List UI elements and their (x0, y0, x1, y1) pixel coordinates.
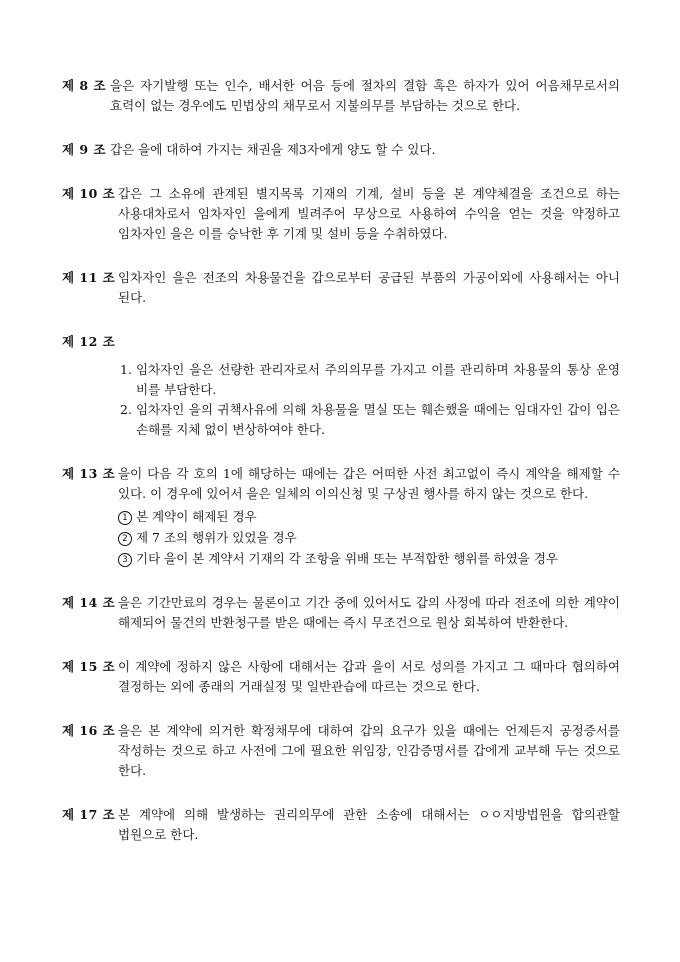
item-marker: 2. (120, 402, 132, 417)
circled-number-icon: 3 (118, 553, 132, 567)
item-marker: 1. (120, 362, 132, 377)
article-number: 제 15 조 (62, 659, 116, 674)
article-number: 제 8 조 (62, 78, 107, 93)
list-item (118, 506, 620, 527)
article-text: 이 계약에 정하지 않은 사항에 대해서는 갑과 을이 서로 성의를 가지고 그 때마다 협의하여 결정하는 외에 종래의 거래실정 및 일반관습에 따르는 것으로 한다. (118, 659, 620, 694)
article-14 (62, 593, 620, 633)
article-11 (62, 268, 620, 308)
article-text: 갑은 을에 대하여 가지는 채권을 제3자에게 양도 할 수 있다. (110, 142, 436, 157)
item-text: 임차자인 을의 귀책사유에 의해 차용물을 멸실 또는 훼손했을 때에는 임대자인 갑이 입은 손해를 지체 없이 변상하여야 한다. (136, 402, 620, 437)
article-9 (62, 140, 620, 160)
article-12 (62, 332, 620, 440)
article-17 (62, 805, 620, 845)
article-text: 임차자인 을은 전조의 차용물건을 갑으로부터 공급된 부품의 가공이외에 사용해서는 아니 된다. (118, 270, 620, 305)
list-item (118, 548, 620, 569)
article-text: 을은 본 계약에 의거한 확정채무에 대하여 갑의 요구가 있을 때에는 언제든지 공정증서를 작성하는 것으로 하고 사전에 그에 필요한 위임장, 인감증명서를 갑에게 교부해 두는 것으로 한다. (118, 723, 620, 778)
article-number: 제 13 조 (62, 466, 116, 481)
article-number: 제 10 조 (62, 186, 116, 201)
list-item (120, 400, 620, 440)
list-item (120, 360, 620, 400)
article-13 (62, 464, 620, 569)
article-10 (62, 184, 620, 244)
list-item (118, 527, 620, 548)
article-number: 제 14 조 (62, 595, 116, 610)
article-text: 갑은 그 소유에 관계된 별지목록 기재의 기계, 설비 등을 본 계약체결을 조건으로 하는 사용대차로서 임차자인 을에게 빌려주어 무상으로 사용하여 수익을 얻는 것을 약정하고 임차자인 을은 이를 승낙한 후 기계 및 설비 등을 수취하였다. (118, 186, 620, 241)
article-number: 제 16 조 (62, 723, 116, 738)
item-text: 제 7 조의 행위가 있었을 경우 (136, 530, 297, 545)
article-8 (62, 76, 620, 116)
article-number: 제 12 조 (62, 334, 116, 349)
article-text: 을이 다음 각 호의 1에 해당하는 때에는 갑은 어떠한 사전 최고없이 즉시 계약을 해제할 수 있다. 이 경우에 있어서 을은 일체의 이의신청 및 구상권 행사를 하지 않는 것으로 한다. (118, 466, 620, 501)
item-text: 본 계약이 해제된 경우 (136, 509, 257, 524)
article-15 (62, 657, 620, 697)
circled-number-icon: 1 (118, 511, 132, 525)
article-12-items (62, 360, 620, 440)
article-text: 본 계약에 의해 발생하는 권리의무에 관한 소송에 대해서는 ㅇㅇ지방법원을 합의관할 법원으로 한다. (118, 807, 620, 842)
article-13-items (62, 506, 620, 569)
item-text: 임차자인 을은 선량한 관리자로서 주의의무를 가지고 이를 관리하며 차용물의 통상 운영비를 부담한다. (136, 362, 620, 397)
item-text: 기타 을이 본 계약서 기재의 각 조항을 위배 또는 부적합한 행위를 하였을 경우 (136, 551, 559, 566)
article-text: 을은 자기발행 또는 인수, 배서한 어음 등에 절차의 결함 혹은 하자가 있어 어음채무로서의 효력이 없는 경우에도 민법상의 채무로서 지불의무를 부담하는 것으로 한다. (110, 78, 620, 113)
circled-number-icon: 2 (118, 532, 132, 546)
article-16 (62, 721, 620, 781)
article-number: 제 11 조 (62, 270, 116, 285)
article-text: 을은 기간만료의 경우는 물론이고 기간 중에 있어서도 갑의 사정에 따라 전조에 의한 계약이 해제되어 물건의 반환청구를 받은 때에는 즉시 무조건으로 원상 회복하여 반환한다. (118, 595, 620, 630)
article-number: 제 9 조 (62, 142, 107, 157)
article-number: 제 17 조 (62, 807, 116, 822)
